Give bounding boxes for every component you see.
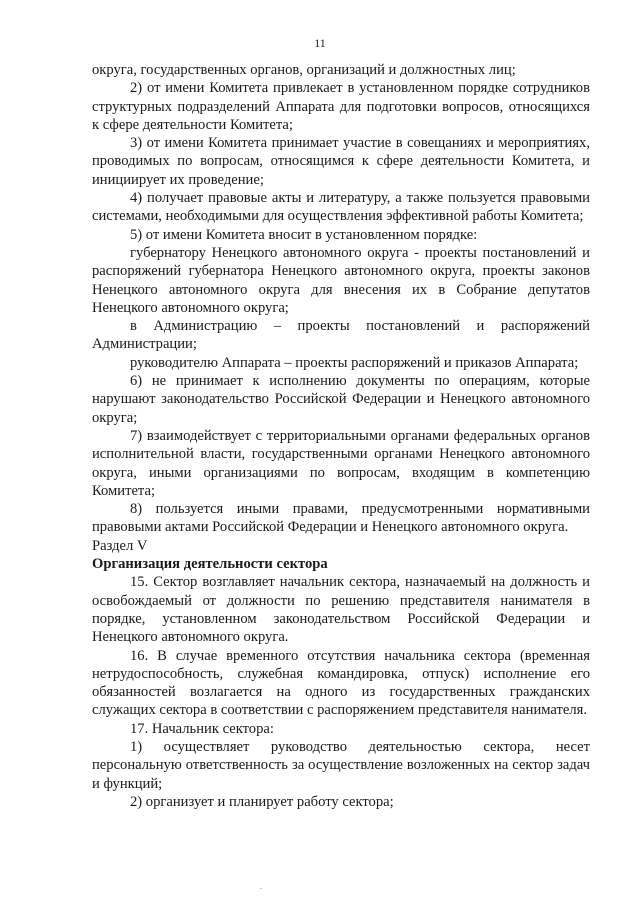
paragraph: губернатору Ненецкого автономного округа - проекты постановлений и распоряжений губернатора Ненецкого автономного округа, проекты законов Ненецкого автономного округа для внесения их в Собрание депутатов Ненецкого автономного округа; [92,244,590,316]
paragraph: 3) от имени Комитета принимает участие в совещаниях и мероприятиях, проводимых по вопросам, относящимся к сфере деятельности Комитета, и инициирует их проведение; [92,135,590,188]
document-body [92,61,590,811]
paragraph: 7) взаимодействует с территориальными органами федеральных органов исполнительной власти, государственными органами Ненецкого автономного округа, иными организациями по вопросам, входящим в компетенцию Комитета; [92,427,590,499]
section-heading: Раздел V [92,537,148,554]
paragraph: 5) от имени Комитета вносит в установленном порядке: [130,226,478,243]
paragraph: 17. Начальник сектора: [130,720,274,737]
section-title: Организация деятельности сектора [92,556,328,573]
paragraph: 8) пользуется иными правами, предусмотренными нормативными правовыми актами Российской Федерации и Ненецкого автономного округа. [92,501,590,536]
paragraph: 15. Сектор возглавляет начальник сектора, назначаемый на должность и освобождаемый от должности по решению представителя нанимателя в порядке, установленном законодательством Российской Федерации и Ненецкого автономного округа. [92,574,590,646]
paragraph: руководителю Аппарата – проекты распоряжений и приказов Аппарата; [130,354,579,371]
footer-mark: . [260,882,262,891]
paragraph: округа, государственных органов, организаций и должностных лиц; [92,62,516,78]
paragraph: 2) от имени Комитета привлекает в установленном порядке сотрудников структурных подразделений Аппарата для подготовки вопросов, относящихся к сфере деятельности Комитета; [92,80,590,133]
paragraph: 2) организует и планирует работу сектора; [130,793,394,810]
paragraph: 6) не принимает к исполнению документы по операциям, которые нарушают законодательство Российской Федерации и Ненецкого автономного округа; [92,373,590,426]
paragraph: 4) получает правовые акты и литературу, а также пользуется правовыми системами, необходимыми для осуществления эффективной работы Комитета; [92,190,590,225]
paragraph: 16. В случае временного отсутствия начальника сектора (временная нетрудоспособность, служебная командировка, отпуск) исполнение его обязанностей возлагается на одного из государственных гражданских служащих сектора в соответствии с распоряжением представителя нанимателя. [92,647,590,719]
paragraph: 1) осуществляет руководство деятельностью сектора, несет персональную ответственность за осуществление возложенных на сектор задач и функций; [92,738,590,792]
paragraph: в Администрацию – проекты постановлений и распоряжений Администрации; [92,318,590,353]
page-number: 11 [314,36,326,50]
